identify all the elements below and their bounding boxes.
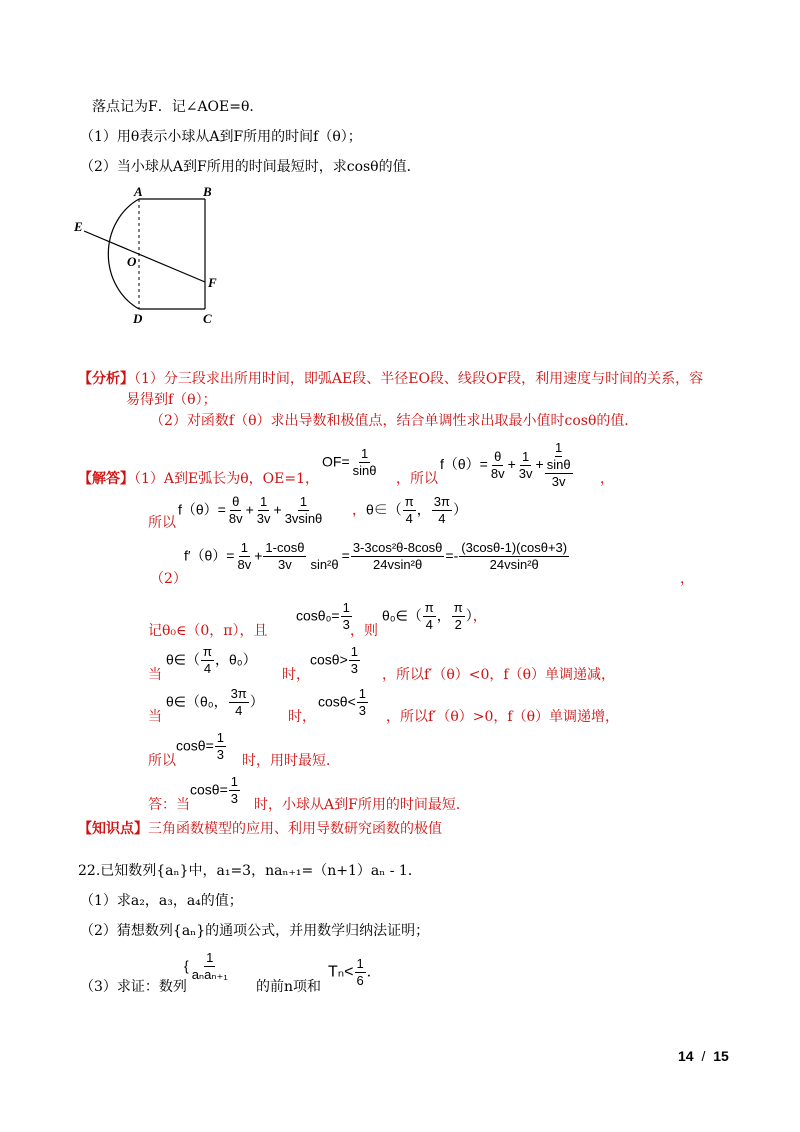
theta-domain: ，θ∈（ $\frac{\pi}{4}$ ， $\frac{3\pi}{4}$ ）: [352, 494, 467, 526]
page-number: 14 / 15: [678, 1048, 729, 1064]
min-text: 时，用时最短．: [242, 753, 340, 769]
cos-eq-third-1: cosθ= $\frac{1}{3}$: [176, 730, 224, 762]
solution-s1: （1）A到E弧长为θ，OE=1，: [134, 471, 320, 487]
when2: 当: [148, 709, 162, 725]
label-O: O: [127, 254, 137, 269]
tn-expression: Tₙ< $\frac{1}{6}$ ．: [328, 956, 381, 988]
solution-comma1: ，: [600, 471, 614, 487]
segment-EF: [84, 231, 205, 282]
frac-theta-8v: $\frac{\theta}{8v}$: [490, 448, 505, 481]
f-theta-expression: f（θ）= $\frac{\theta}{8v}$ + $\frac{1}{3v}$ + 1 sinθ 3v: [440, 440, 571, 489]
problem22-title: 22.已知数列{aₙ}中，a₁=3，naₙ₊₁=（n+1）aₙ - 1．: [78, 863, 422, 879]
label-B: B: [203, 185, 212, 199]
knowledge-tag: 【知识点】: [78, 821, 148, 837]
label-C: C: [203, 311, 212, 326]
then-text: ，则: [350, 623, 378, 639]
cos-theta0-eq: cosθ₀= $\frac{1}{3}$: [296, 600, 350, 632]
cos-lt-third: cosθ< $\frac{1}{3}$: [318, 686, 366, 718]
let-theta0: 记θ₀∈（0，π），且: [148, 623, 268, 639]
interval2: θ∈（θ₀， $\frac{3\pi}{4}$ ）: [166, 686, 264, 718]
analysis-line2: 易得到f（θ）；: [126, 392, 217, 408]
cos-eq-third-2: cosθ= $\frac{1}{3}$: [190, 774, 238, 806]
solution-so2: 所以: [148, 515, 176, 531]
answer-text: 时，小球从A到F所用的时间最短．: [254, 797, 470, 813]
when1: 当: [148, 667, 162, 683]
label-E: E: [74, 219, 83, 234]
answer-prefix: 答：当: [148, 797, 190, 813]
analysis-line3: （2）对函数f（θ）求出导数和极值点，结合单调性求出取最小值时cosθ的值．: [150, 413, 639, 429]
seq-fraction: { $\frac{1}{\text{aₙaₙ₊₁}}$: [184, 950, 228, 982]
derivative-expression: f′（θ）= $\frac{1}{8v}$ + $\frac{1-\cos\theta}{3v}$ sin²θ = $\frac{\text{3-3cos²θ-8cosθ}}{\text{24vsin²θ}}$ =- $\frac{(3\cos\theta-1)(\cos\theta+3)}{\text{24vsin²θ}}$: [184, 540, 568, 572]
of-fraction: $\frac{1}{\sin\theta}$: [352, 446, 377, 478]
so3: 所以: [148, 753, 176, 769]
problem22-q3-mid: 的前n项和: [256, 979, 322, 995]
shi1: 时，: [282, 667, 310, 683]
solution-comma2: ，: [680, 571, 694, 587]
decreasing-text: ，所以f′（θ）<0，f（θ）单调递减，: [382, 667, 616, 683]
part2-label: （2）: [150, 571, 187, 587]
knowledge-text: 三角函数模型的应用、利用导数研究函数的极值: [148, 821, 442, 837]
of-expression: [322, 446, 379, 479]
f-theta-simplified: f（θ）= $\frac{\theta}{8v}$ + $\frac{1}{3v}$ + $\frac{1}{3vsin\theta}$: [178, 494, 323, 526]
problem22-q2: （2）猜想数列{aₙ}的通项公式，并用数学归纳法证明；: [80, 923, 430, 939]
problem-q2: （2）当小球从A到F所用的时间最短时，求cosθ的值．: [80, 159, 421, 175]
shi2: 时，: [288, 709, 316, 725]
label-F: F: [208, 275, 217, 290]
frac-nested: 1 sinθ 3v: [546, 440, 571, 489]
problem22-q3-prefix: （3）求证：数列: [80, 979, 187, 995]
problem22-q1: （1）求a₂，a₃，a₄的值；: [80, 893, 243, 909]
solution-so: ，所以: [396, 471, 438, 487]
interval1: θ∈（ $\frac{\pi}{4}$ ，θ₀）: [166, 644, 257, 676]
of-lhs: OF=: [322, 453, 350, 470]
label-D: D: [133, 311, 143, 326]
geometry-figure: [70, 185, 230, 330]
knowledge-line: [78, 820, 442, 838]
label-A: A: [134, 185, 143, 199]
solution-line1: [78, 470, 319, 488]
problem-intro: 落点记为F．记∠AOE=θ．: [92, 99, 264, 115]
analysis-tag: 【分析】: [78, 371, 134, 387]
cos-gt-third: cosθ> $\frac{1}{3}$: [310, 644, 358, 676]
f-theta-label: f（θ）=: [440, 456, 488, 472]
theta0-interval: θ₀∈（ $\frac{\pi}{4}$ ， $\frac{\pi}{2}$ ），: [382, 600, 487, 632]
analysis-line1: [78, 370, 703, 388]
problem-q1: （1）用θ表示小球从A到F所用的时间f（θ）；: [80, 129, 362, 145]
solution-tag: 【解答】: [78, 471, 134, 487]
analysis-text1: （1）分三段求出所用时间，即弧AE段、半径EO段、线段OF段，利用速度与时间的关系，容: [134, 371, 704, 387]
frac-1-3v: $\frac{1}{3v}$: [518, 448, 533, 481]
increasing-text: ，所以f′（θ）>0，f（θ）单调递增，: [386, 709, 620, 725]
